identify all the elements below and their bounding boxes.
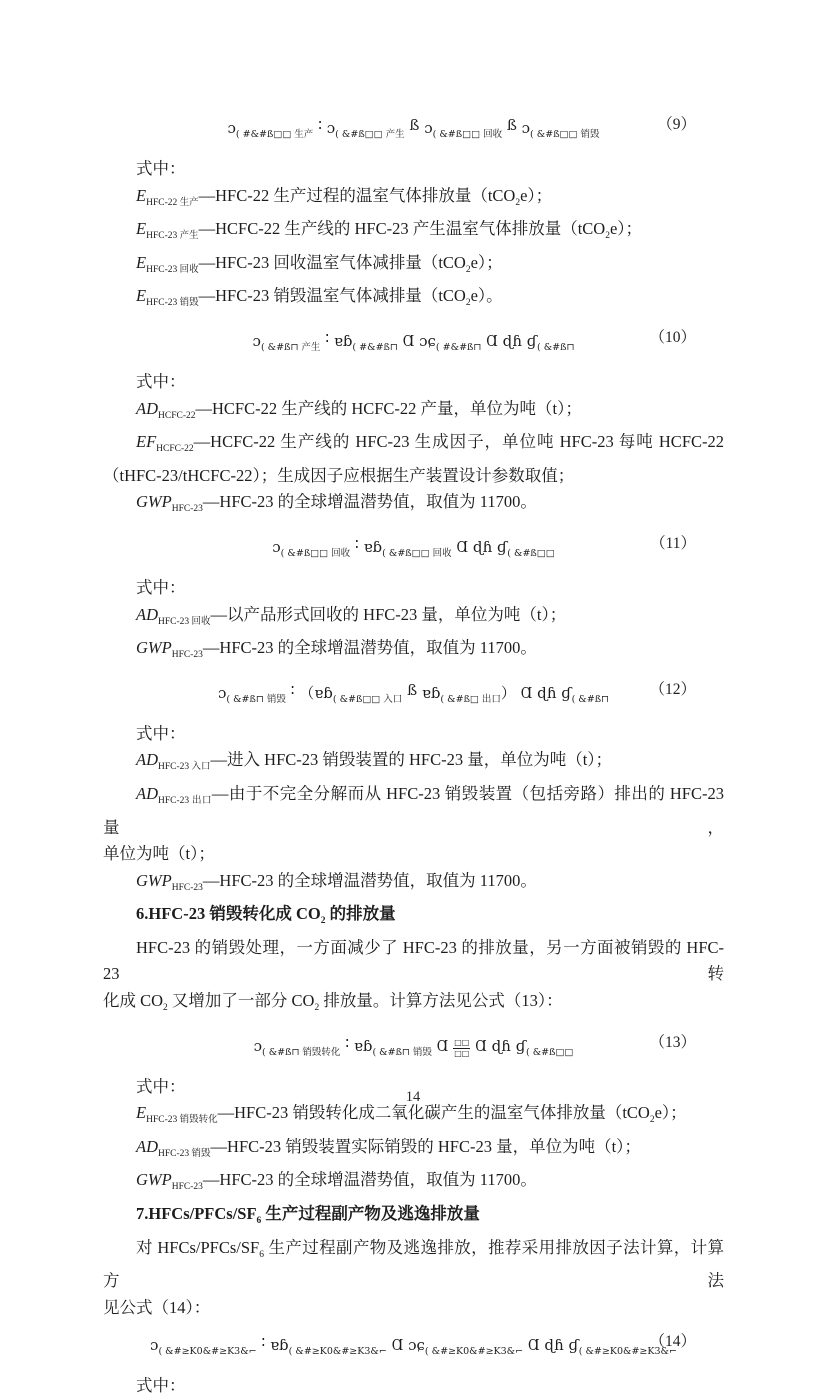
formula-line	[103, 1328, 724, 1366]
paragraph-line: 式中：	[136, 159, 186, 178]
fraction: $\frac{□□}{□□}$	[454, 1037, 470, 1058]
paragraph-line: $E_{HFC-23 回收}—HFC-23$ 回收温室气体减排量（tCO$_2$e）；	[136, 252, 503, 275]
formula-body: ɔ$_{( \&\#ß□□ 回收}$ ∶ ɐɓ$_{( \&\#ß□□ 回收}$ Ɑ ɖɦ ɠ$_{( \&\#ß□□}$	[272, 534, 555, 559]
section-heading: 6.HFC-23 销毁转化成 $CO_2$ 的排放量	[136, 904, 396, 927]
paragraph-line: $AD_{HFC-23 出口}—$由于不完全分解而从 HFC-23 销毁装置（包括旁路）排出的 HFC-23 量，	[103, 783, 724, 837]
paragraph-line: $GWP_{HFC-23}—HFC-23$ 的全球增温潜势值，取值为 11700。	[136, 492, 537, 515]
paragraph-line: $E_{HFC-22 生产}—HFC-22$ 生产过程的温室气体排放量（tCO$_2$e）；	[136, 185, 553, 208]
paragraph-line: $GWP_{HFC-23}—HFC-23$ 的全球增温潜势值，取值为 11700。	[136, 1170, 537, 1193]
paragraph-line: $E_{HFC-23 产生}—HCFC-22$ 生产线的 HFC-23 产生温室气体排放量（tCO$_2$e）；	[136, 219, 643, 242]
equation-number: （13）	[649, 1033, 696, 1051]
paragraph-line: $E_{HFC-23 销毁转化}—HFC-23$ 销毁转化成二氧化碳产生的温室气体排放量（tCO$_2$e）；	[136, 1103, 687, 1126]
paragraph-line: $GWP_{HFC-23}—HFC-23$ 的全球增温潜势值，取值为 11700。	[136, 638, 537, 661]
page-number: 14	[405, 1089, 421, 1105]
equation-number: （12）	[649, 680, 696, 698]
paragraph-line: 式中：	[136, 1076, 186, 1096]
formula-body: ɔ$_{( \&\#ß⊓ 销毁}$ ∶ （ɐɓ$_{( \&\#ß□□ 入口}$ ß ɐɓ$_{( \&\#ß□ 出口}$） Ɑ ɖɦ ɠ$_{( \&\#ß⊓}$	[217, 680, 610, 705]
paragraph-line: 化成 $CO_2$ 又增加了一部分 $CO_2$ 排放量。计算方法见公式（13）：	[103, 991, 563, 1014]
formula-body: ɔ$_{( \&\#\ge K0\&\#\ge K3\&⌐}$ ∶ ɐɓ$_{( \&\#\ge K0\&\#\ge K3\&⌐}$ Ɑ ɔɕ$_{( \&\#\ge K0\&\#\ge K3\&⌐}$ Ɑ ɖɦ ɠ$_{( \&\#\ge K0\&\#\ge K3\&⌐}$	[150, 1333, 677, 1358]
formula-line	[103, 530, 724, 568]
paragraph-line: $GWP_{HFC-23}—HFC-23$ 的全球增温潜势值，取值为 11700。	[136, 870, 537, 893]
paragraph-line: $EF_{HCFC-22}—HCFC-22$ 生产线的 HFC-23 生成因子，单位吨 HFC-23 每吨 HCFC-22	[136, 432, 724, 455]
paragraph-line: 单位为吨（t）；	[103, 844, 215, 864]
formula-line	[103, 676, 724, 714]
formula-line	[103, 1029, 724, 1067]
formula-line	[103, 324, 724, 362]
formula-line	[103, 111, 724, 149]
paragraph-line: 式中：	[136, 577, 186, 597]
paragraph-line: 式中：	[136, 1376, 186, 1396]
formula-body: ɔ$_{( \#\&\#ß□□ 生产}$ ∶ ɔ$_{( \&\#ß□□ 产生}$ ß ɔ$_{( \&\#ß□□ 回收}$ ß ɔ$_{( \&\#ß□□ 销毁}$	[227, 116, 600, 140]
paragraph-line: HFC-23 的销毁处理，一方面减少了 HFC-23 的排放量，另一方面被销毁的 HFC-23 转	[103, 937, 724, 984]
paragraph-line: 式中：	[136, 371, 186, 391]
paragraph-line: $AD_{HFC-23 销毁}—HFC-23$ 销毁装置实际销毁的 HFC-23 量，单位为吨（t）；	[136, 1136, 641, 1159]
equation-number: （11）	[650, 534, 696, 552]
paragraph-line: 见公式（14）：	[103, 1297, 211, 1317]
paragraph-line: $AD_{HFC-23 回收}—$以产品形式回收的 HFC-23 量，单位为吨（t）；	[136, 604, 567, 627]
equation-number: （10）	[649, 328, 696, 346]
paragraph-line: $E_{HFC-23 销毁}—HFC-23$ 销毁温室气体减排量（tCO$_2$e）。	[136, 286, 503, 309]
section-heading: $7.HFCs/PFCs/SF_6$ 生产过程副产物及逃逸排放量	[136, 1204, 480, 1227]
paragraph-line: $AD_{HCFC-22}—HCFC-22$ 生产线的 HCFC-22 产量，单位为吨（t）；	[136, 398, 582, 421]
paragraph-line: $AD_{HFC-23 入口}—$进入 HFC-23 销毁装置的 HFC-23 量，单位为吨（t）；	[136, 750, 613, 773]
paragraph-line: （tHFC-23/tHCFC-22）；生成因子应根据生产装置设计参数取值；	[103, 465, 575, 485]
paragraph-line: 对 HFCs/$PFCs/SF_6$ 生产过程副产物及逃逸排放，推荐采用排放因子法计算，计算方法	[103, 1237, 724, 1291]
equation-number: （14）	[649, 1333, 696, 1351]
formula-body: ɔ$_{( \&\#ß⊓ 销毁转化}$ ∶ ɐɓ$_{( \&\#ß⊓ 销毁}$ Ɑ $\frac{□□}{□□}$ Ɑ ɖɦ ɠ$_{( \&\#ß□□}$	[253, 1033, 574, 1058]
paragraph-line: 式中：	[136, 723, 186, 743]
equation-number: （9）	[657, 116, 696, 133]
formula-body: ɔ$_{( \&\#ß⊓ 产生}$ ∶ ɐɓ$_{( \#\&\#ß⊓}$ Ɑ ɔɕ$_{( \#\&\#ß⊓}$ Ɑ ɖɦ ɠ$_{( \&\#ß⊓}$	[252, 328, 575, 353]
document-body	[103, 111, 724, 1400]
